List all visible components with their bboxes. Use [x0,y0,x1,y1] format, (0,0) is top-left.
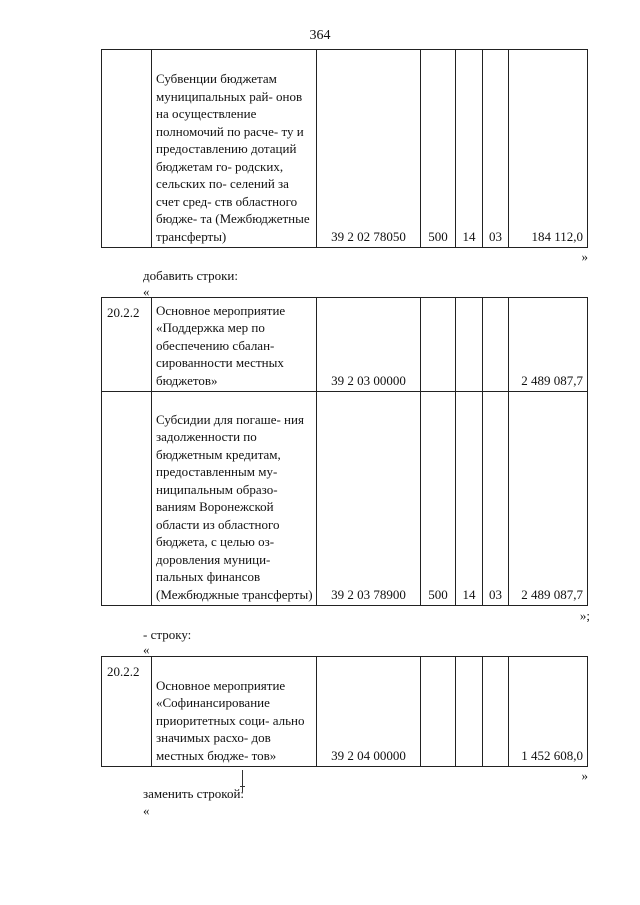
table-row [102,298,588,392]
program-code-cell: 39 2 03 00000 [317,298,421,392]
subsection-cell: 03 [483,50,509,248]
program-code-cell: 39 2 02 78050 [317,50,421,248]
section-cell [456,298,483,392]
instruction-row: - строку: [143,627,192,642]
row-description-cell: Субсидии для погаше- ния задолженности по бюджетным кредитам, предоставленным му- ниципальным образо- ваниям Воронежской области из областного бюджета, с целью оз- доровления муници- пальных финансов (Межбюджные трансферты) [152,392,317,606]
table-row [102,392,588,606]
row-number-cell: 20.2.2 [102,657,152,767]
closing-quote: »; [579,608,590,623]
table-row [102,50,588,248]
table-row [102,657,588,767]
program-code-cell: 39 2 04 00000 [317,657,421,767]
closing-quote: » [581,249,588,264]
expense-type-cell [421,657,456,767]
expense-type-cell: 500 [421,50,456,248]
subsection-cell: 03 [483,392,509,606]
amount-cell: 2 489 087,7 [509,298,588,392]
row-description-cell: Основное мероприятие «Софинансирование приоритетных соци- ально значимых расхо- дов местных бюдже- тов» [152,657,317,767]
section-cell [456,657,483,767]
subsection-cell [483,657,509,767]
instruction-replace: заменить строкой: [143,786,245,801]
expense-type-cell: 500 [421,392,456,606]
opening-quote: « [143,284,150,299]
page-number: 364 [309,28,331,43]
budget-table-3 [101,656,588,767]
expense-type-cell [421,298,456,392]
instruction-add-rows: добавить строки: [143,268,238,283]
amount-cell: 1 452 608,0 [509,657,588,767]
amount-cell: 2 489 087,7 [509,392,588,606]
row-number-cell [102,50,152,248]
row-description-cell: Основное мероприятие «Поддержка мер по обеспечению сбалан- сированности местных бюджетов» [152,298,317,392]
section-cell: 14 [456,50,483,248]
subsection-cell [483,298,509,392]
closing-quote: » [581,768,588,783]
opening-quote: « [143,642,150,657]
section-cell: 14 [456,392,483,606]
row-number-cell [102,392,152,606]
row-description-cell: Субвенции бюджетам муниципальных рай- онов на осуществление полномочий по расче- ту и предоставлению дотаций бюджетам го- родских, сельских по- селений за счет сред- ств областного бюдже- та (Межбюджетные трансферты) [152,50,317,248]
amount-cell: 184 112,0 [509,50,588,248]
budget-table-2 [101,297,588,606]
budget-table-1 [101,49,588,248]
program-code-cell: 39 2 03 78900 [317,392,421,606]
row-number-cell: 20.2.2 [102,298,152,392]
opening-quote: « [143,803,150,818]
